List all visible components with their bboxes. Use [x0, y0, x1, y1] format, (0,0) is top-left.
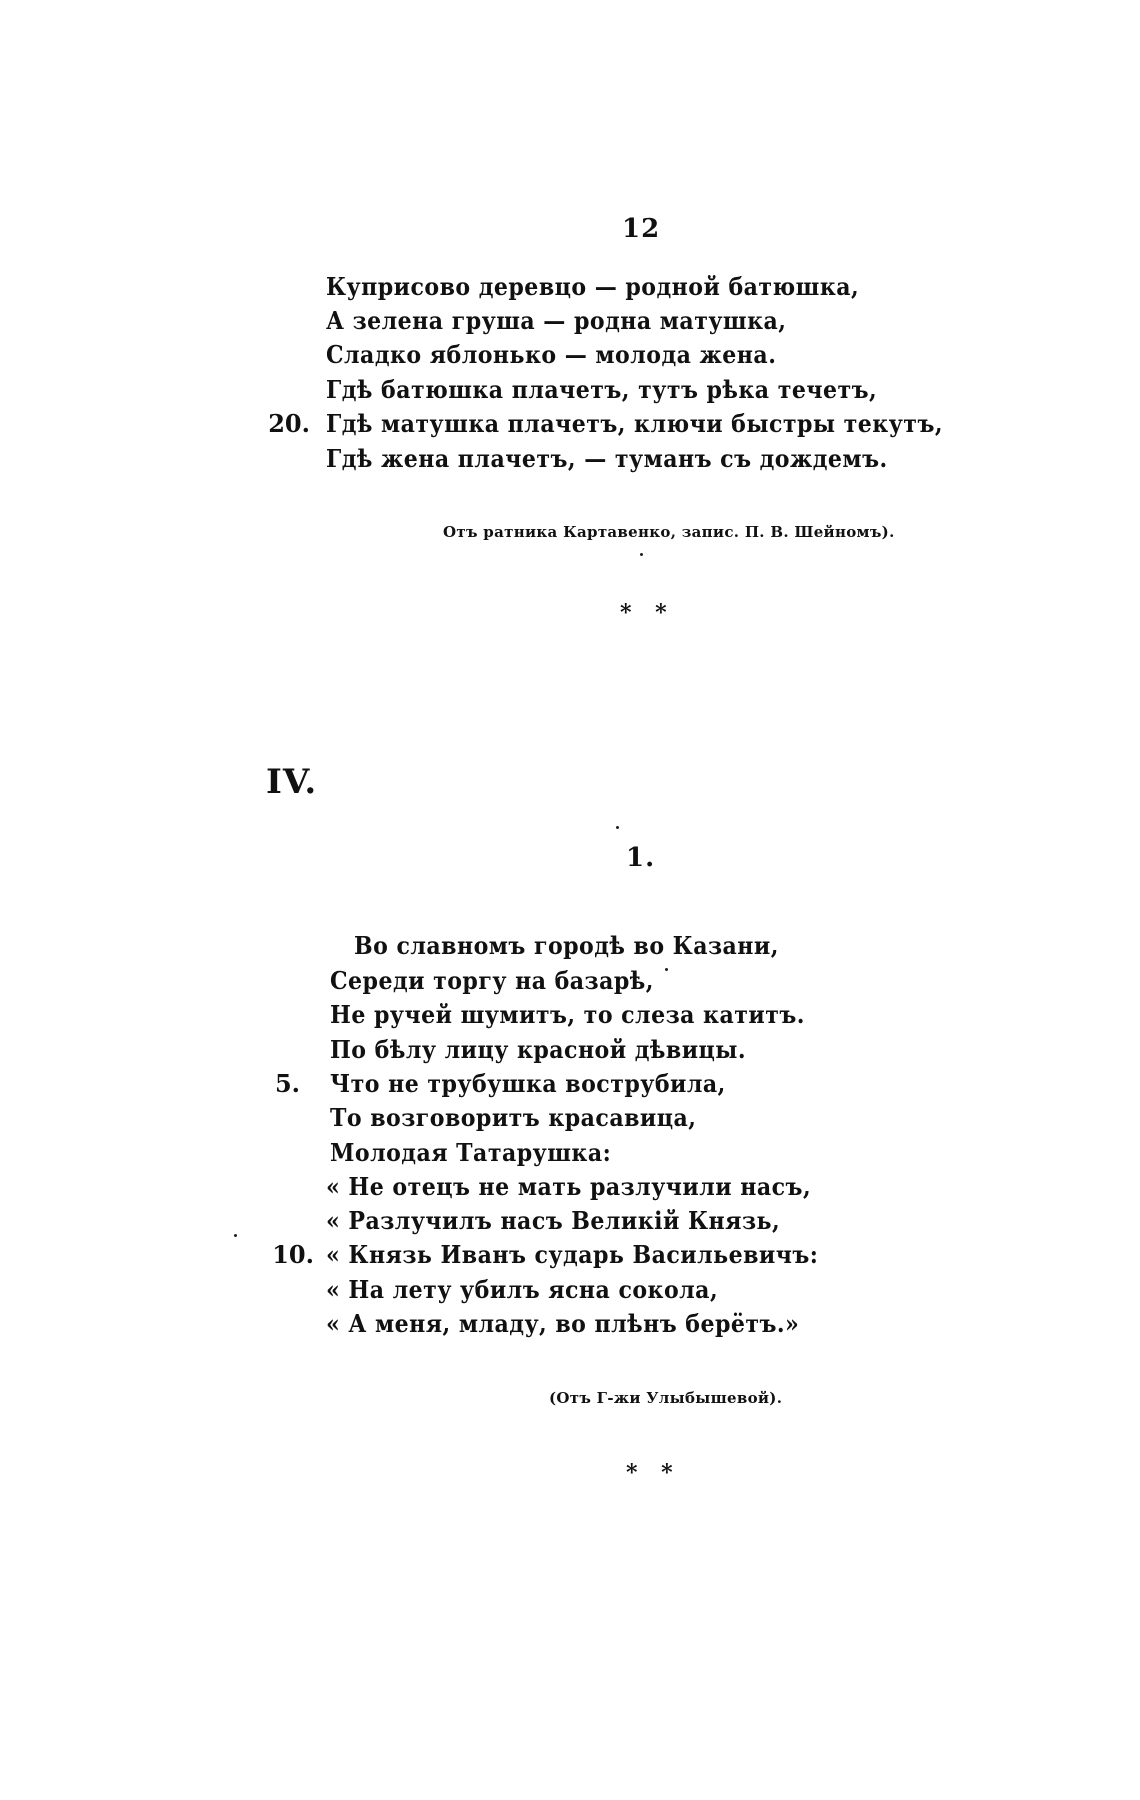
- verse-line: Гдѣ батюшка плачетъ, тутъ рѣка течетъ,: [326, 375, 878, 404]
- line-number: 10.: [272, 1240, 314, 1269]
- page-number: 12: [622, 214, 661, 244]
- attribution: Отъ ратника Картавенко, запис. П. В. Шейномъ).: [443, 523, 895, 541]
- stray-mark: [234, 1234, 237, 1237]
- verse-line: Не ручей шумитъ, то слеза катитъ.: [330, 1000, 805, 1029]
- verse-line: « Не отецъ не мать разлучили насъ,: [326, 1172, 812, 1201]
- verse-line: Сладко яблонько — молода жена.: [326, 340, 777, 369]
- verse-line: Середи торгу на базарѣ,: [330, 966, 654, 995]
- verse-line: По бѣлу лицу красной дѣвицы.: [330, 1035, 747, 1064]
- verse-line: А зелена груша — родна матушка,: [326, 306, 787, 335]
- verse-line: Гдѣ матушка плачетъ, ключи быстры текутъ,: [326, 409, 943, 438]
- verse-line: Во славномъ городѣ во Казани,: [354, 931, 779, 960]
- section-heading: IV.: [266, 762, 318, 802]
- verse-line: Что не трубушка вострубила,: [330, 1069, 726, 1098]
- verse-line: Молодая Татарушка:: [330, 1138, 612, 1167]
- line-number: 20.: [268, 409, 310, 438]
- section-separator: * *: [626, 1460, 681, 1486]
- verse-line: « На лету убилъ ясна сокола,: [326, 1275, 719, 1304]
- line-number: 5.: [274, 1069, 300, 1098]
- verse-line: Куприсово деревцо — родной батюшка,: [326, 272, 860, 301]
- section-separator: * *: [620, 600, 675, 626]
- verse-line: « Разлучилъ насъ Великій Князь,: [326, 1206, 781, 1235]
- verse-line: То возговоритъ красавица,: [330, 1103, 697, 1132]
- verse-line: « Князь Иванъ сударь Васильевичъ:: [326, 1240, 819, 1269]
- stray-mark: [616, 826, 619, 829]
- verse-line: Гдѣ жена плачетъ, — туманъ съ дождемъ.: [326, 444, 888, 473]
- stray-mark: [640, 553, 643, 556]
- attribution: (Отъ Г-жи Улыбышевой).: [549, 1389, 783, 1407]
- verse-line: « А меня, младу, во плѣнъ берётъ.»: [326, 1309, 800, 1338]
- poem-number: 1.: [626, 843, 656, 873]
- stray-mark: [665, 968, 668, 971]
